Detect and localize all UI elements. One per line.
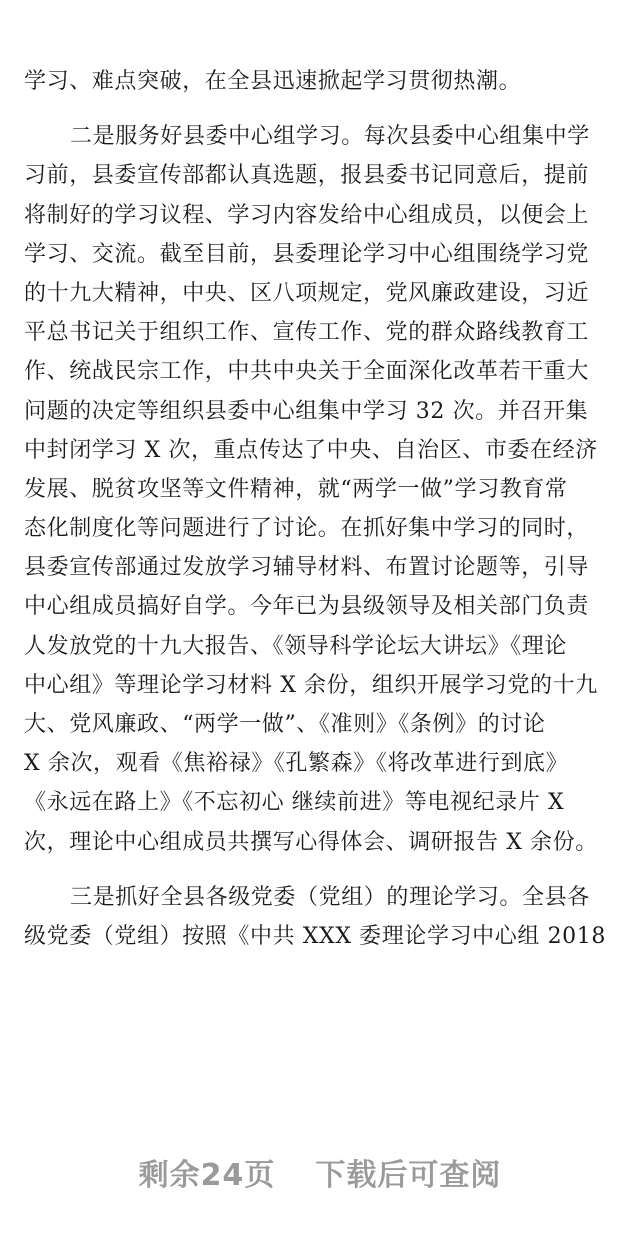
text-line: 级党委（党组）按照《中共 XXX 委理论学习中心组 2018 [24,923,606,949]
text-line: 问题的决定等组织县委中心组集中学习 32 次。并召开集 [24,398,589,424]
text-line: 学习、交流。截至目前，县委理论学习中心组围绕学习党 [24,241,590,267]
text-line: 作、统战民宗工作，中共中央关于全面深化改革若干重大 [24,359,590,385]
text-line: 习前，县委宣传部都认真选题，报县委书记同意后，提前 [24,163,590,189]
text-line: 的十九大精神，中央、区八项规定，党风廉政建设，习近 [24,280,590,306]
document-body [0,62,640,956]
text-line: 中心组成员搞好自学。今年已为县级领导及相关部门负责 [24,594,590,620]
text-line: 大、党风廉政、“两学一做”、《准则》《条例》的讨论 [24,712,546,737]
text-line: 中封闭学习 X 次，重点传达了中央、自治区、市委在经济 [24,437,598,463]
text-line: 人发放党的十九大报告、《领导科学论坛大讲坛》《理论 [24,633,568,659]
text-line: 学习、难点突破，在全县迅速掀起学习贯彻热潮。 [24,69,522,94]
text-line: 发展、脱贫攻坚等文件精神，就“两学一做”学习教育常 [24,476,568,502]
paragraph-gap [0,101,640,117]
text-line: 县委宣传部通过发放学习辅导材料、布置讨论题等，引导 [24,555,590,581]
text-line: 态化制度化等问题进行了讨论。在抓好集中学习的同时， [24,516,590,542]
text-line: X 余次，观看《焦裕禄》《孔繁森》《将改革进行到底》 [24,751,569,777]
paragraph-gap [0,862,640,878]
remaining-pages-text: 剩余24页 [138,1158,276,1193]
text-line: 三是抓好全县各级党委（党组）的理论学习。全县各 [70,884,590,910]
text-line: 平总书记关于组织工作、宣传工作、党的群众路线教育工 [24,320,590,346]
text-line: 次，理论中心组成员共撰写心得体会、调研报告 X 余份。 [24,829,598,855]
remaining-pages-banner[interactable] [0,1150,640,1194]
text-line: 《永远在路上》《不忘初心 继续前进》等电视纪录片 X [24,790,565,816]
text-line: 中心组》等理论学习材料 X 余份，组织开展学习党的十九 [24,672,598,698]
download-hint-text: 下载后可查阅 [315,1158,502,1193]
text-line: 二是服务好县委中心组学习。每次县委中心组集中学 [70,124,590,150]
text-line: 将制好的学习议程、学习内容发给中心组成员，以便会上 [24,202,590,228]
footer-divider [0,1120,640,1121]
